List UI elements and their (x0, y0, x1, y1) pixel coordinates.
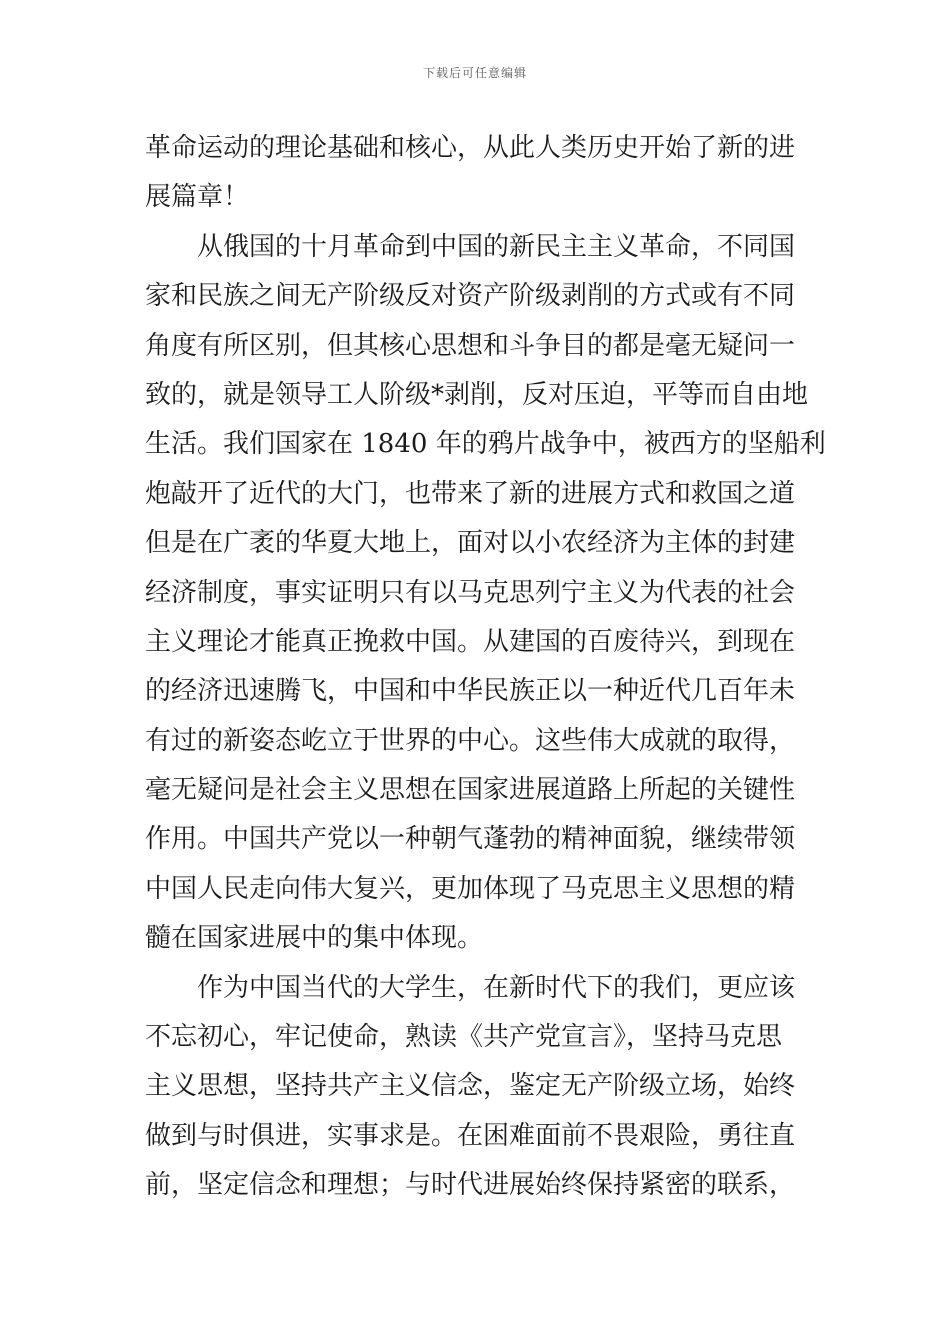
text-line: 经济制度，事实证明只有以马克思列宁主义为代表的社会 (145, 577, 796, 608)
text-line: 致的，就是领导工人阶级*剥削，反对压迫，平等而自由地 (145, 379, 809, 410)
text-line: 髓在国家进展中的集中体现。 (145, 923, 484, 954)
text-line: 作为中国当代的大学生，在新时代下的我们，更应该 (145, 972, 796, 1003)
text-line: 角度有所区别，但其核心思想和斗争目的都是毫无疑问一 (145, 330, 796, 361)
text-line: 主义思想，坚持共产主义信念，鉴定无产阶级立场，始终 (145, 1071, 796, 1102)
text-line: 生活。我们国家在 1840 年的鸦片战争中，被西方的坚船利 (145, 429, 826, 460)
text-line: 做到与时俱进，实事求是。在困难面前不畏艰险，勇往直 (145, 1120, 796, 1151)
text-line: 革命运动的理论基础和核心，从此人类历史开始了新的进 (145, 133, 796, 163)
text-line: 主义理论才能真正挽救中国。从建国的百废待兴，到现在 (145, 626, 796, 657)
text-line: 从俄国的十月革命到中国的新民主主义革命，不同国 (145, 231, 796, 262)
text-line: 展篇章！ (145, 182, 250, 213)
text-line: 家和民族之间无产阶级反对资产阶级剥削的方式或有不同 (145, 281, 796, 312)
text-line: 前，坚定信念和理想；与时代进展始终保持紧密的联系， (145, 1170, 796, 1201)
body-text (145, 124, 826, 1211)
text-line: 有过的新姿态屹立于世界的中心。这些伟大成就的取得， (145, 725, 796, 756)
text-line: 但是在广袤的华夏大地上，面对以小农经济为主体的封建 (145, 528, 796, 559)
text-line: 炮敲开了近代的大门，也带来了新的进展方式和救国之道 (145, 478, 796, 509)
text-line: 作用。中国共产党以一种朝气蓬勃的精神面貌，继续带领 (145, 824, 796, 855)
text-line: 中国人民走向伟大复兴，更加体现了马克思主义思想的精 (145, 873, 796, 904)
text-line: 的经济迅速腾飞，中国和中华民族正以一种近代几百年未 (145, 676, 796, 707)
page-header: 下载后可任意编辑 (422, 66, 527, 80)
text-line: 不忘初心，牢记使命，熟读《共产党宣言》，坚持马克思 (145, 1022, 783, 1053)
text-line: 毫无疑问是社会主义思想在国家进展道路上所起的关键性 (145, 775, 796, 806)
